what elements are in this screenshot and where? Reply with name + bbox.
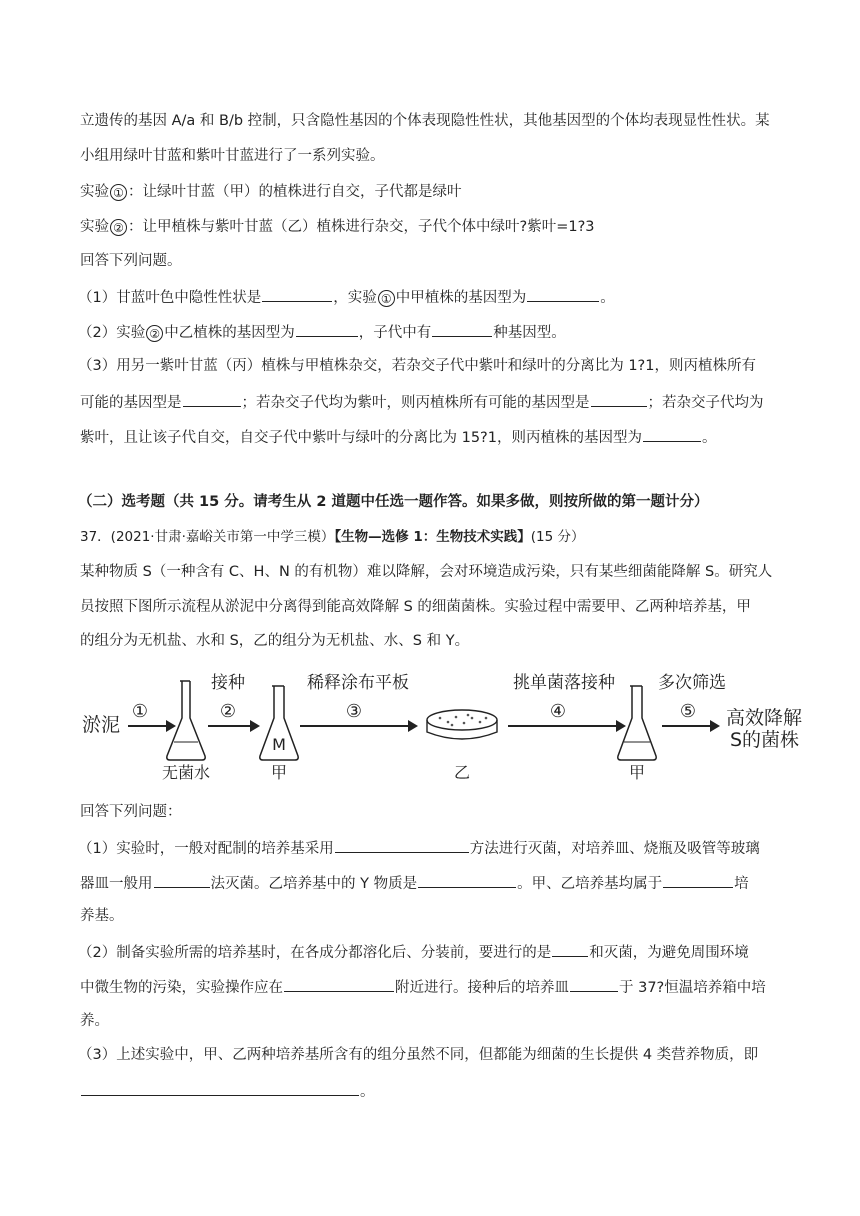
experiment-1: 实验 ① ：让绿叶甘蓝（甲）的植株进行自交，子代都是绿叶 [80, 184, 462, 200]
question-3: （3）用另一紫叶甘蓝（丙）植株与甲植株杂交，若杂交子代中紫叶和绿叶的分离比为 1?1，则丙植株所有 [78, 358, 756, 374]
step-5-number: ⑤ [679, 701, 697, 722]
dish-label: 乙 [453, 763, 471, 782]
answer-blank[interactable] [262, 286, 332, 302]
flask-1-label: 无菌水 [161, 763, 211, 782]
answer-blank[interactable] [335, 837, 469, 853]
question-2: （2）实验 ② 中乙植株的基因型为 ，子代中有 种基因型。 [78, 321, 566, 343]
circle-number: ① [378, 290, 395, 307]
petri-dish-icon [427, 710, 497, 739]
text-line: 小组用绿叶甘蓝和紫叶甘蓝进行了一系列实验。 [80, 148, 385, 164]
answer-blank[interactable] [296, 321, 358, 337]
step-5-label: 多次筛选 [658, 673, 726, 693]
question-3-cont: 可能的基因型是 ；若杂交子代均为紫叶，则丙植株所有可能的基因型是 ；若杂交子代均为 [80, 391, 764, 413]
question-3: （3）上述实验中，甲、乙两种培养基所含有的组分虽然不同，但都能为细菌的生长提供 4 类营养物质，即 [78, 1047, 759, 1063]
end-label-2: S的菌株 [730, 729, 800, 751]
flask-icon [167, 681, 205, 760]
question-37-header: 37．(2021·甘肃·嘉峪关市第一中学三模）【生物—选修 1：生物技术实践】(15 分） [80, 529, 585, 545]
question-2-cont: 中微生物的污染，实验操作应在 附近进行。接种后的培养皿 于 37?恒温培养箱中培 [80, 976, 766, 998]
circle-number: ② [110, 219, 127, 236]
question-2: （2）制备实验所需的培养基时，在各成分都溶化后、分装前，要进行的是 和灭菌，为避免周围环境 [78, 941, 749, 963]
step-3-number: ③ [345, 701, 363, 722]
question-1-cont: 器皿一般用 法灭菌。乙培养基中的 Y 物质是 。甲、乙培养基均属于 培 [80, 872, 749, 894]
circle-number: ① [110, 184, 127, 201]
question-1: （1）实验时，一般对配制的培养基采用 方法进行灭菌，对培养皿、烧瓶及吸管等玻璃 [78, 837, 760, 859]
step-4-number: ④ [549, 701, 567, 722]
answer-blank[interactable] [81, 1080, 359, 1096]
paragraph-line: 的组分为无机盐、水和 S，乙的组分为无机盐、水、S 和 Y。 [80, 633, 470, 649]
answer-blank[interactable] [552, 941, 588, 957]
question-3-cont: 。 [80, 1080, 375, 1102]
circle-number: ② [146, 325, 163, 342]
question-3-cont: 紫叶，且让该子代自交，自交子代中紫叶与绿叶的分离比为 15?1，则丙植株的基因型为 。 [80, 426, 716, 448]
answer-blank[interactable] [418, 872, 516, 888]
answer-blank[interactable] [183, 391, 241, 407]
answer-blank[interactable] [154, 872, 210, 888]
paragraph-line: 某种物质 S（一种含有 C、H、N 的有机物）难以降解，会对环境造成污染，只有某些细菌能降解 S。研究人 [80, 564, 773, 580]
answer-blank[interactable] [432, 321, 492, 337]
answer-blank[interactable] [643, 426, 701, 442]
experiment-2: 实验 ② ：让甲植株与紫叶甘蓝（乙）植株进行杂交，子代个体中绿叶?紫叶=1?3 [80, 219, 595, 235]
section-heading: （二）选考题（共 15 分。请考生从 2 道题中任选一题作答。如果多做，则按所做的第一题计分） [78, 494, 709, 510]
step-3-label: 稀释涂布平板 [307, 673, 409, 693]
question-1: （1）甘蓝叶色中隐性性状是 ，实验 ① 中甲植株的基因型为 。 [78, 286, 615, 308]
start-label: 淤泥 [82, 714, 121, 736]
flow-diagram [78, 666, 818, 786]
text-line: 回答下列问题。 [80, 253, 182, 269]
answer-blank[interactable] [570, 976, 618, 992]
paragraph-line: 员按照下图所示流程从淤泥中分离得到能高效降解 S 的细菌菌株。实验过程中需要甲、乙两种培养基，甲 [80, 599, 751, 615]
flask-icon [618, 686, 656, 760]
answer-blank[interactable] [663, 872, 733, 888]
question-2-cont: 养。 [80, 1013, 109, 1029]
step-2-label: 接种 [211, 673, 245, 693]
flask-3-label: 甲 [628, 763, 646, 782]
text-line: 立遗传的基因 A/a 和 B/b 控制，只含隐性基因的个体表现隐性性状，其他基因型的个体均表现显性性状。某 [80, 113, 770, 129]
flask-2-label: 甲 [270, 763, 288, 782]
answer-blank[interactable] [284, 976, 394, 992]
step-1-number: ① [131, 701, 149, 722]
flask-2-mark: M [272, 735, 286, 754]
question-1-cont: 养基。 [80, 908, 124, 924]
answer-blank[interactable] [527, 286, 599, 302]
step-4-label: 挑单菌落接种 [513, 673, 615, 693]
end-label-1: 高效降解 [726, 707, 803, 729]
arrow-4 [508, 720, 626, 732]
answer-blank[interactable] [591, 391, 647, 407]
step-2-number: ② [219, 701, 237, 722]
text-line: 回答下列问题： [80, 804, 182, 820]
